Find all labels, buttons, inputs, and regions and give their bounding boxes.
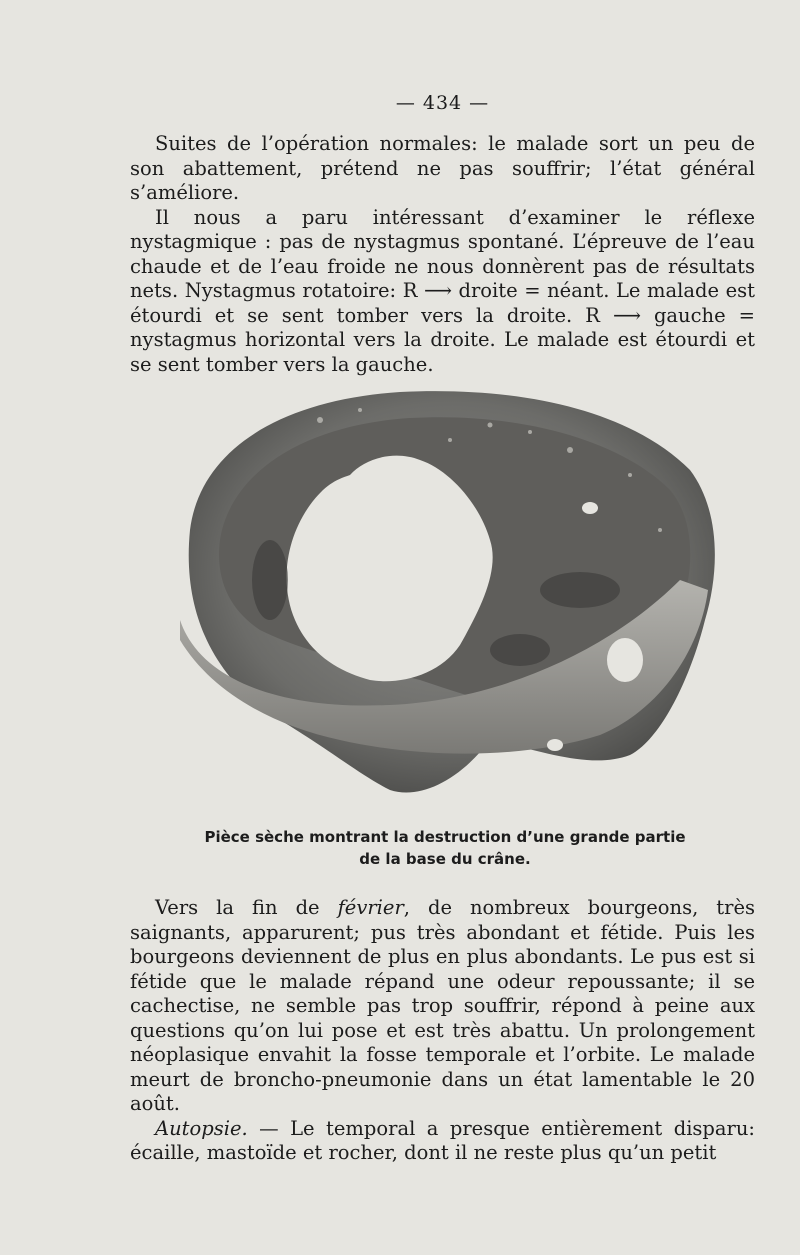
paragraph-autopsy [130,1117,755,1166]
autopsy-italic: Autopsie. [155,1116,248,1140]
paragraph-february [130,896,755,1117]
caption-line-1: Pièce sèche montrant la destruction d’une grande partie [204,828,686,846]
bottom-text-block [130,896,755,1166]
paragraph-nystagmus: Il nous a paru intéressant d’examiner le réflexe nystagmique : pas de nystagmus spontané. L’épreuve de l’eau chaude et de l’eau froide ne nous donnèrent pas de résultats nets. Nystagmus rotatoire: R ⟶ droite = néant. Le malade est étourdi et se sent tomber vers la droite. R ⟶ gauche = nystagmus horizontal vers la droite. Le malade est étourdi et se sent tomber vers la gauche. [130,205,755,376]
figure-caption [150,826,740,870]
paragraph-operation-results: Suites de l’opération normales: le malade sort un peu de son abattement, prétend ne pas souffrir; l’état général s’améliore. [130,132,755,204]
february-text-before: Vers la fin de [155,896,338,919]
caption-line-2: de la base du crâne. [359,850,531,868]
skull-base-photo-icon [160,380,730,810]
february-text-after: , de nombreux bourgeons, très saignants, apparurent; pus très abondant et fétide. Puis les bourgeons deviennent de plus en plus abondants. Le pus est si fétide que le malade répand une odeur repoussante; il se cachectise, ne semble pas trop souffrir, répond à peine aux questions qu’on lui pose et est très abattu. Un prolongement néoplasique envahit la fosse temporale et l’orbite. Le malade meurt de broncho-pneumonie dans un état lamentable le 20 août. [130,896,755,1115]
top-text-block [130,132,755,377]
autopsy-text: — Le temporal a presque entièrement disparu: écaille, mastoïde et rocher, dont il ne reste plus qu’un petit [130,1116,755,1164]
february-italic: février [337,896,404,919]
page-number: — 434 — [395,92,490,114]
